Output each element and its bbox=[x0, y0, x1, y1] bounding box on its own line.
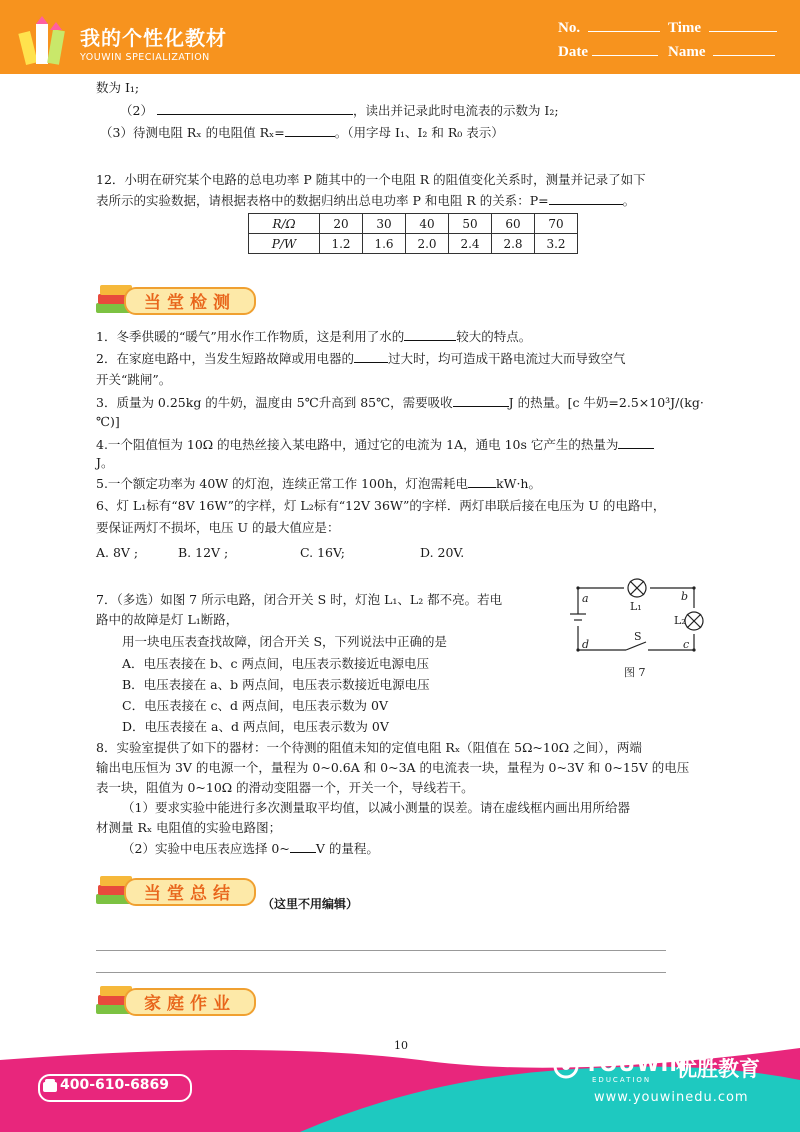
youwin-logo-icon bbox=[552, 1052, 580, 1080]
text-span: 1．冬季供暖的“暖气”用水作工作物质，这是利用了水的 bbox=[96, 329, 405, 344]
question-7-line: 路中的故障是灯 L₁断路， bbox=[96, 612, 239, 627]
question-8-line: 输出电压恒为 3V 的电源一个，量程为 0~0.6A 和 0~3A 的电流表一块，量程为 0~3V 和 0~15V 的电压 bbox=[96, 760, 690, 775]
text-span: 。 bbox=[622, 193, 636, 208]
question-line bbox=[96, 434, 654, 455]
section-badge-summary bbox=[94, 872, 254, 906]
text-line bbox=[100, 122, 504, 143]
text-span: 2．在家庭电路中，当发生短路故障或用电器的 bbox=[96, 351, 354, 366]
header-no-field bbox=[558, 20, 660, 37]
table-cell: 2.0 bbox=[406, 234, 449, 254]
question-8-line: 材测量 Rₓ 电阻值的实验电路图； bbox=[96, 820, 282, 835]
section-title: 家庭作业 bbox=[144, 994, 236, 1014]
answer-blank[interactable] bbox=[157, 100, 353, 115]
answer-blank[interactable] bbox=[618, 434, 654, 449]
option-c[interactable]: C. 16V; bbox=[300, 545, 345, 560]
option-c[interactable]: C．电压表接在 c、d 两点间，电压表示数为 0V bbox=[122, 698, 388, 713]
point-d-label: d bbox=[582, 638, 590, 651]
no-label: No. bbox=[558, 20, 581, 36]
answer-blank[interactable] bbox=[404, 326, 456, 341]
question-line bbox=[96, 326, 531, 347]
text-span: 4.一个阻值恒为 10Ω 的电热丝接入某电路中，通过它的电流为 1A，通电 10s 它产生的热量为 bbox=[96, 437, 619, 452]
table-cell: 60 bbox=[492, 214, 535, 234]
date-label: Date bbox=[558, 44, 588, 60]
lamp-l2-label: L₂ bbox=[674, 614, 686, 627]
text-span: 较大的特点。 bbox=[456, 329, 532, 344]
text-span: ，读出并记录此时电流表的示数为 I₂; bbox=[352, 103, 559, 118]
header-date-field bbox=[558, 44, 658, 61]
table-cell: 40 bbox=[406, 214, 449, 234]
page-number: 10 bbox=[394, 1039, 408, 1052]
lamp-l1-label: L₁ bbox=[630, 600, 642, 613]
text-span: 。（用字母 I₁、I₂ 和 R₀ 表示） bbox=[334, 125, 504, 140]
logo-en: YOUWIN bbox=[584, 1052, 688, 1076]
text-line: 数为 I₁; bbox=[96, 80, 140, 95]
circuit-diagram bbox=[556, 578, 716, 682]
section-title: 当堂检测 bbox=[144, 293, 236, 313]
text-span: 3．质量为 0.25kg 的牛奶，温度由 5℃升高到 85℃，需要吸收 bbox=[96, 395, 453, 410]
figure-caption: 图 7 bbox=[624, 666, 646, 679]
logo-sub: EDUCATION bbox=[592, 1076, 652, 1084]
table-cell: 70 bbox=[535, 214, 578, 234]
question-8-line: 8．实验室提供了如下的器材：一个待测的阻值未知的定值电阻 Rₓ（阻值在 5Ω~10Ω 之间），两端 bbox=[96, 740, 642, 755]
name-label: Name bbox=[668, 44, 706, 60]
table-cell: 30 bbox=[363, 214, 406, 234]
text-span: （3）待测电阻 Rₓ 的电阻值 Rₓ= bbox=[100, 125, 285, 140]
point-c-label: c bbox=[683, 638, 690, 651]
answer-blank[interactable] bbox=[290, 838, 316, 853]
section-badge-check bbox=[94, 281, 254, 315]
table-cell: 3.2 bbox=[535, 234, 578, 254]
question-line: 要保证两灯不损坏，电压 U 的最大值应是： bbox=[96, 520, 340, 535]
section-badge-homework bbox=[94, 982, 254, 1016]
option-d[interactable]: D．电压表接在 a、d 两点间，电压表示数为 0V bbox=[122, 719, 389, 734]
text-span: kW·h。 bbox=[496, 476, 541, 491]
brand-name-en: YOUWIN SPECIALIZATION bbox=[80, 52, 210, 63]
table-cell: 20 bbox=[320, 214, 363, 234]
point-a-label: a bbox=[582, 592, 589, 605]
table-cell: 2.4 bbox=[449, 234, 492, 254]
time-label: Time bbox=[668, 20, 702, 36]
question-12-line bbox=[96, 190, 635, 211]
table-head-cell: P/W bbox=[249, 234, 320, 254]
divider bbox=[96, 972, 666, 973]
question-8-line: （1）要求实验中能进行多次测量取平均值，以减小测量的误差。请在虚线框内画出用所给器 bbox=[122, 800, 630, 815]
logo-houses-icon bbox=[18, 14, 74, 66]
option-b[interactable]: B．电压表接在 a、b 两点间，电压表示数接近电源电压 bbox=[122, 677, 430, 692]
table-row bbox=[249, 234, 578, 254]
table-cell: 2.8 bbox=[492, 234, 535, 254]
switch-label: S bbox=[634, 630, 642, 643]
question-8-line: 表一块，阻值为 0~10Ω 的滑动变阻器一个，开关一个，导线若干。 bbox=[96, 780, 474, 795]
answer-blank[interactable] bbox=[453, 392, 509, 407]
header-name-field bbox=[668, 44, 775, 61]
section-title: 当堂总结 bbox=[144, 884, 236, 904]
option-d[interactable]: D. 20V. bbox=[420, 545, 465, 560]
question-line: ℃)] bbox=[96, 414, 120, 429]
option-a[interactable]: A．电压表接在 b、c 两点间，电压表示数接近电源电压 bbox=[122, 656, 429, 671]
answer-blank[interactable] bbox=[285, 122, 335, 137]
question-12-line: 12．小明在研究某个电路的总电功率 P 随其中的一个电阻 R 的阻值变化关系时，测量并记录了如下 bbox=[96, 172, 646, 187]
brand-name-cn: 我的个性化教材 bbox=[80, 26, 227, 50]
option-a[interactable]: A. 8V ; bbox=[96, 545, 139, 560]
phone-number: 400-610-6869 bbox=[60, 1077, 170, 1093]
logo-cn: 优胜教育 bbox=[676, 1057, 760, 1081]
option-b[interactable]: B. 12V ; bbox=[178, 545, 229, 560]
table-row bbox=[249, 214, 578, 234]
table-cell: 1.2 bbox=[320, 234, 363, 254]
text-line bbox=[120, 100, 559, 121]
question-line: 开关“跳闸”。 bbox=[96, 372, 172, 387]
phone-icon bbox=[42, 1078, 58, 1094]
data-table bbox=[248, 213, 578, 254]
text-span: V 的量程。 bbox=[315, 841, 379, 856]
divider bbox=[96, 950, 666, 951]
question-8-line bbox=[122, 838, 379, 859]
text-span: J 的热量。[c 牛奶=2.5×10³J/(kg· bbox=[508, 395, 704, 410]
text-span: （2）实验中电压表应选择 0~ bbox=[122, 841, 290, 856]
header-time-field bbox=[668, 20, 777, 37]
question-line: J。 bbox=[96, 455, 114, 470]
answer-blank[interactable] bbox=[468, 473, 496, 488]
answer-blank[interactable] bbox=[354, 348, 388, 363]
table-cell: 50 bbox=[449, 214, 492, 234]
summary-note: （这里不用编辑） bbox=[262, 897, 359, 911]
question-7-line: 用一块电压表查找故障，闭合开关 S，下列说法中正确的是 bbox=[122, 634, 448, 649]
text-span: 5.一个额定功率为 40W 的灯泡，连续正常工作 100h，灯泡需耗电 bbox=[96, 476, 469, 491]
question-7-line: 7．（多选）如图 7 所示电路，闭合开关 S 时，灯泡 L₁、L₂ 都不亮。若电 bbox=[96, 592, 503, 607]
table-head-cell: R/Ω bbox=[249, 214, 320, 234]
text-span: （2） bbox=[120, 103, 153, 118]
website-url[interactable]: www.youwinedu.com bbox=[594, 1090, 749, 1105]
question-line bbox=[96, 348, 625, 369]
text-span: 表所示的实验数据，请根据表格中的数据归纳出总电功率 P 和电阻 R 的关系：P= bbox=[96, 193, 549, 208]
point-b-label: b bbox=[681, 590, 689, 603]
question-line bbox=[96, 473, 541, 494]
question-line bbox=[96, 392, 704, 413]
answer-blank[interactable] bbox=[549, 190, 623, 205]
text-span: 过大时，均可造成干路电流过大而导致空气 bbox=[387, 351, 626, 366]
question-line: 6、灯 L₁标有“8V 16W”的字样，灯 L₂标有“12V 36W”的字样．两灯串联后接在电压为 U 的电路中， bbox=[96, 498, 666, 513]
table-cell: 1.6 bbox=[363, 234, 406, 254]
